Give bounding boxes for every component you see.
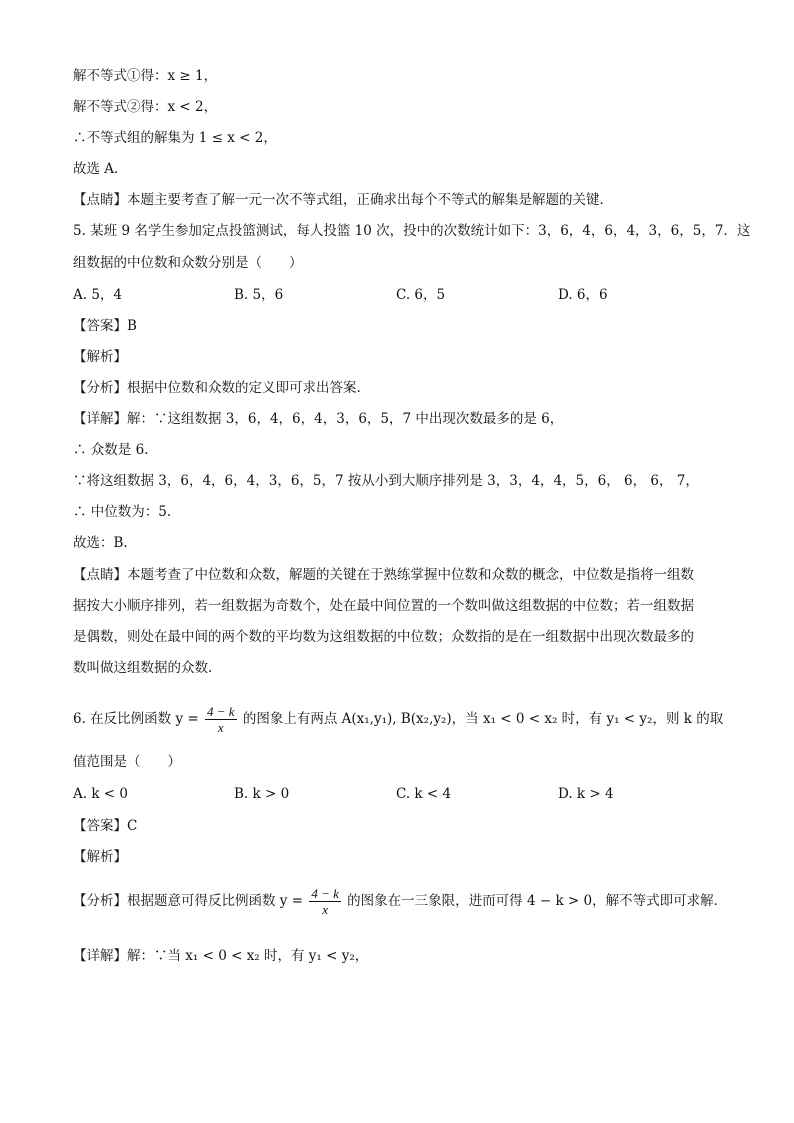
fraction-denominator: x bbox=[322, 902, 328, 917]
analysis-text bbox=[73, 886, 727, 917]
text-line: ∴不等式组的解集为 1 ≤ x < 2， bbox=[73, 130, 277, 146]
question-6-suffix: 的图象上有两点 A(x₁,y₁), B(x₂,y₂)，当 x₁ < 0 < x₂ 时，有 y₁ < y₂，则 k 的取 bbox=[242, 711, 724, 727]
detail-text: 【详解】解：∵这组数据 3，6，4，6，4，3，6，5，7 中出现次数最多的是 6， bbox=[73, 411, 564, 427]
analysis-prefix: 【分析】根据题意可得反比例函数 y = bbox=[73, 893, 304, 909]
question-6-text: 值范围是（ ） bbox=[73, 754, 181, 770]
option-c: C. 6，5 bbox=[396, 287, 446, 303]
option-c: C. k < 4 bbox=[396, 786, 452, 802]
comment-line: 据按大小顺序排列，若一组数据为奇数个，处在最中间位置的一个数叫做这组数据的中位数；若一组数据 bbox=[73, 598, 694, 614]
option-d: D. k > 4 bbox=[558, 786, 614, 802]
analysis-label: 【解析】 bbox=[73, 349, 127, 365]
fraction-numerator: 4 − k bbox=[207, 704, 235, 719]
comment-line: 【点睛】本题主要考查了解一元一次不等式组，正确求出每个不等式的解集是解题的关键． bbox=[73, 192, 613, 208]
comment-line: 【点睛】本题考查了中位数和众数，解题的关键在于熟练掌握中位数和众数的概念，中位数是指将一组数 bbox=[73, 567, 694, 583]
analysis-text: 【分析】根据中位数和众数的定义即可求出答案. bbox=[73, 380, 361, 396]
option-b: B. 5，6 bbox=[234, 287, 284, 303]
answer-label: 【答案】C bbox=[73, 818, 138, 834]
analysis-label: 【解析】 bbox=[73, 849, 127, 865]
option-b: B. k > 0 bbox=[234, 786, 290, 802]
detail-text: 【详解】解：∵当 x₁ < 0 < x₂ 时，有 y₁ < y₂， bbox=[73, 948, 369, 964]
text-line: 故选 A． bbox=[73, 161, 128, 177]
analysis-suffix: 的图象在一三象限，进而可得 4 − k > 0，解不等式即可求解． bbox=[347, 893, 728, 909]
answer-label: 【答案】B bbox=[73, 318, 137, 334]
detail-text: ∵将这组数据 3，6，4，6，4，3，6，5，7 按从小到大顺序排列是 3，3，4，4，5，6， 6， 6， 7， bbox=[73, 473, 699, 489]
text-line: 解不等式②得：x < 2， bbox=[73, 99, 218, 115]
detail-text: ∴ 中位数为：5. bbox=[73, 504, 172, 520]
comment-line: 数叫做这组数据的众数. bbox=[73, 660, 213, 676]
detail-text: ∴ 众数是 6. bbox=[73, 442, 149, 458]
detail-text: 故选：B. bbox=[73, 535, 128, 551]
fraction bbox=[309, 886, 341, 917]
option-d: D. 6，6 bbox=[558, 287, 608, 303]
question-6-text bbox=[73, 704, 723, 735]
fraction-numerator: 4 − k bbox=[311, 886, 339, 901]
question-5-text: 5. 某班 9 名学生参加定点投篮测试，每人投篮 10 次，投中的次数统计如下：3，6，4，6，4，3，6，5，7．这 bbox=[73, 223, 751, 239]
comment-line: 是偶数，则处在最中间的两个数的平均数为这组数据的中位数；众数指的是在一组数据中出现次数最多的 bbox=[73, 629, 694, 645]
option-a: A. k < 0 bbox=[73, 786, 128, 802]
fraction-denominator: x bbox=[217, 720, 224, 735]
option-a: A. 5，4 bbox=[73, 287, 123, 303]
question-5-text: 组数据的中位数和众数分别是（ ） bbox=[73, 255, 303, 271]
fraction bbox=[205, 704, 237, 735]
text-line: 解不等式①得：x ≥ 1， bbox=[73, 68, 218, 84]
question-6-prefix: 6. 在反比例函数 y = bbox=[73, 711, 199, 727]
